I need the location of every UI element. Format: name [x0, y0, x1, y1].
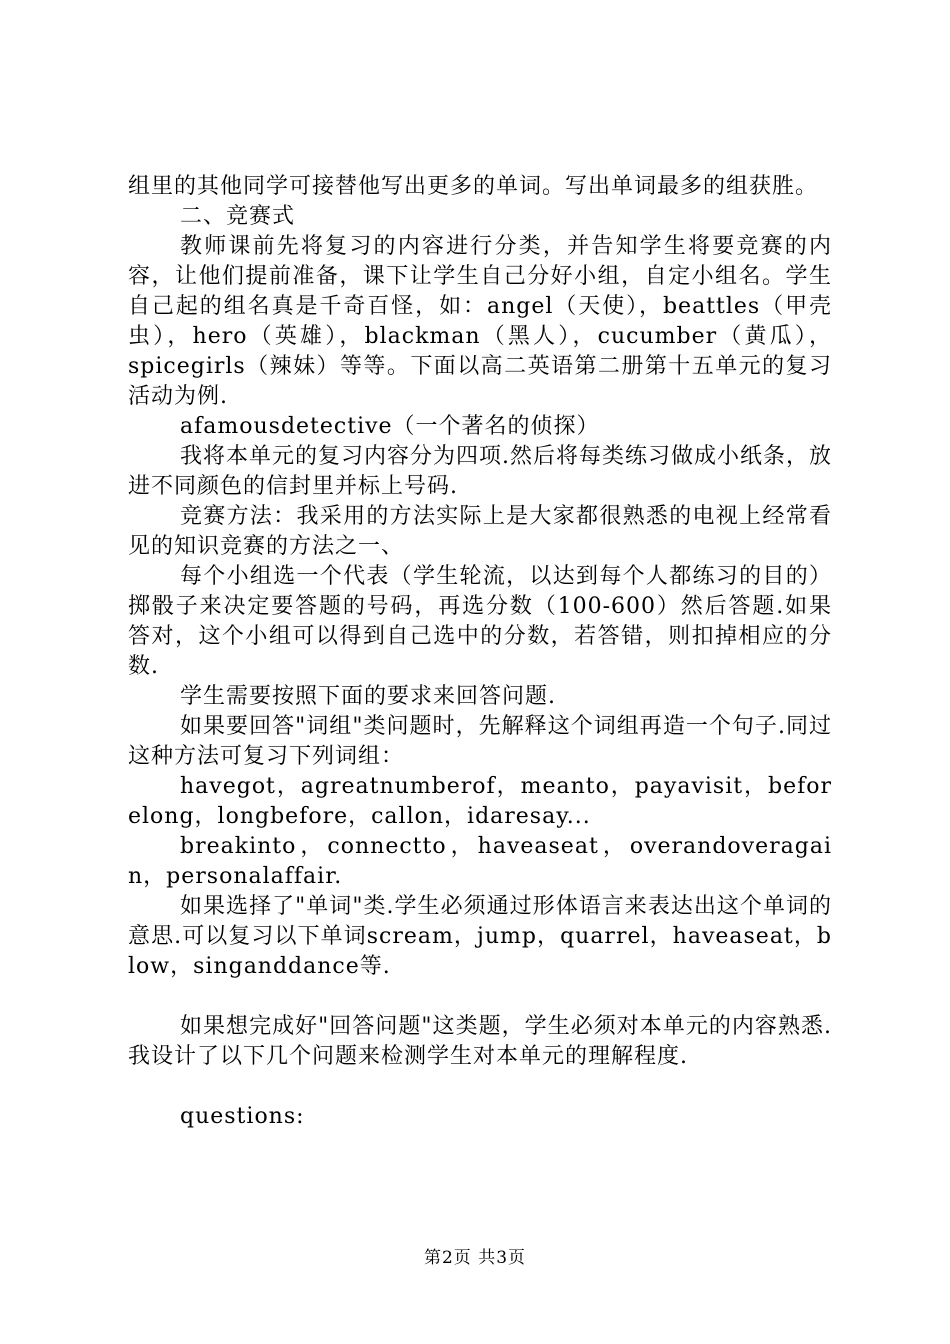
paragraph-competition-intro: 教师课前先将复习的内容进行分类，并告知学生将要竞赛的内容，让他们提前准备，课下让学生自己分好小组，自定小组名。学生自己起的组名真是千奇百怪，如：angel（天使），beattles（甲壳虫），hero（英雄），blackman（黑人），cucumber（黄瓜），spicegirls（辣妹）等等。下面以高二英语第二册第十五单元的复习活动为例.: [128, 234, 832, 409]
paragraph-question-rule: 如果想完成好"回答问题"这类题，学生必须对本单元的内容熟悉.我设计了以下几个问题来检测学生对本单元的理解程度.: [128, 1014, 832, 1069]
paragraph-procedure: 每个小组选一个代表（学生轮流，以达到每个人都练习的目的）掷骰子来决定要答题的号码，再选分数（100-600）然后答题.如果答对，这个小组可以得到自己选中的分数，若答错，则扣掉相应的分数.: [128, 564, 832, 679]
document-body: [128, 172, 832, 1132]
paragraph-continuation: 组里的其他同学可接替他写出更多的单词。写出单词最多的组获胜。: [128, 174, 819, 199]
page-footer: 第2页 共3页: [423, 1248, 527, 1268]
paragraph-questions-label: questions:: [180, 1104, 305, 1129]
paragraph-method: 竞赛方法：我采用的方法实际上是大家都很熟悉的电视上经常看见的知识竞赛的方法之一、: [128, 504, 832, 559]
paragraph-phrase-list-2: breakinto，connectto，haveaseat，overandoveragain，personalaffair.: [128, 834, 832, 889]
paragraph-requirements: 学生需要按照下面的要求来回答问题.: [180, 684, 556, 709]
paragraph-phrase-list-1: havegot，agreatnumberof，meanto，payavisit，beforelong，longbefore，callon，idaresay...: [128, 774, 832, 829]
paragraph-phrase-rule: 如果要回答"词组"类问题时，先解释这个词组再造一个句子.同过这种方法可复习下列词组：: [128, 714, 832, 769]
paragraph-review-items: 我将本单元的复习内容分为四项.然后将每类练习做成小纸条，放进不同颜色的信封里并标上号码.: [128, 444, 832, 499]
paragraph-unit-title: afamousdetective（一个著名的侦探）: [180, 414, 600, 439]
section-heading: 二、竞赛式: [180, 204, 296, 229]
paragraph-word-rule: 如果选择了"单词"类.学生必须通过形体语言来表达出这个单词的意思.可以复习以下单词scream，jump，quarrel，haveaseat，blow，singanddance等.: [128, 894, 832, 979]
